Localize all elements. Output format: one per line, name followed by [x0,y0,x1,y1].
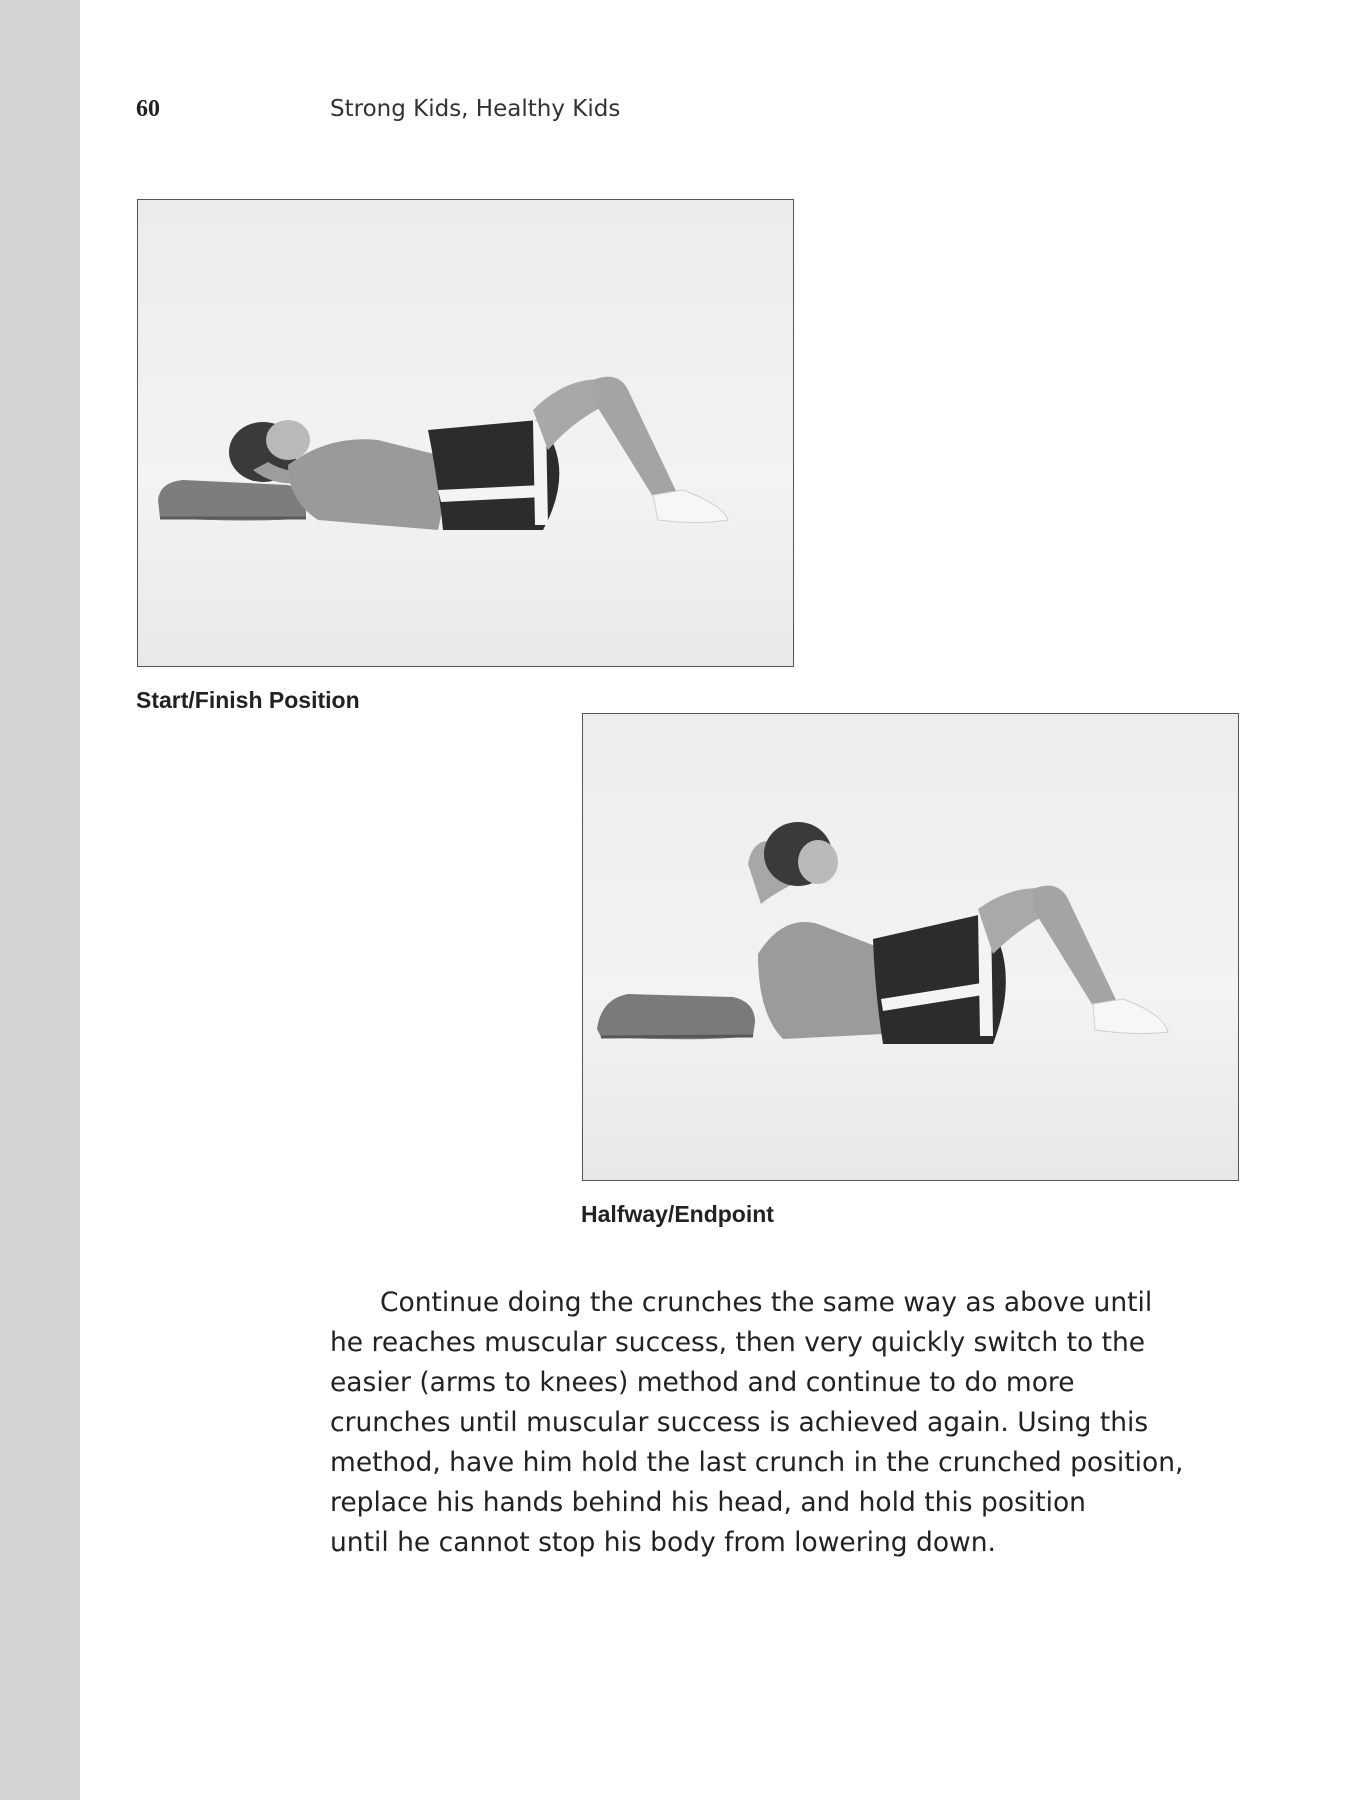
start-position-photo [137,199,794,667]
figure-caption-start: Start/Finish Position [136,687,360,713]
body-line: crunches until muscular success is achieved again. Using this [330,1407,1149,1438]
body-line: method, have him hold the last crunch in the crunched position, [330,1447,1184,1478]
body-line: he reaches muscular success, then very quickly switch to the [330,1327,1146,1358]
body-line: Continue doing the crunches the same way as above until [380,1287,1153,1318]
body-line: replace his hands behind his head, and hold this position [330,1487,1086,1518]
running-head: Strong Kids, Healthy Kids [330,96,621,122]
body-paragraph [330,1283,1290,1563]
figure-caption-halfway: Halfway/Endpoint [581,1201,774,1227]
halfway-position-photo [582,713,1239,1181]
body-line: easier (arms to knees) method and continue to do more [330,1367,1075,1398]
page-margin-band [0,0,80,1800]
page-number: 60 [136,96,160,122]
body-line: until he cannot stop his body from lowering down. [330,1527,996,1558]
